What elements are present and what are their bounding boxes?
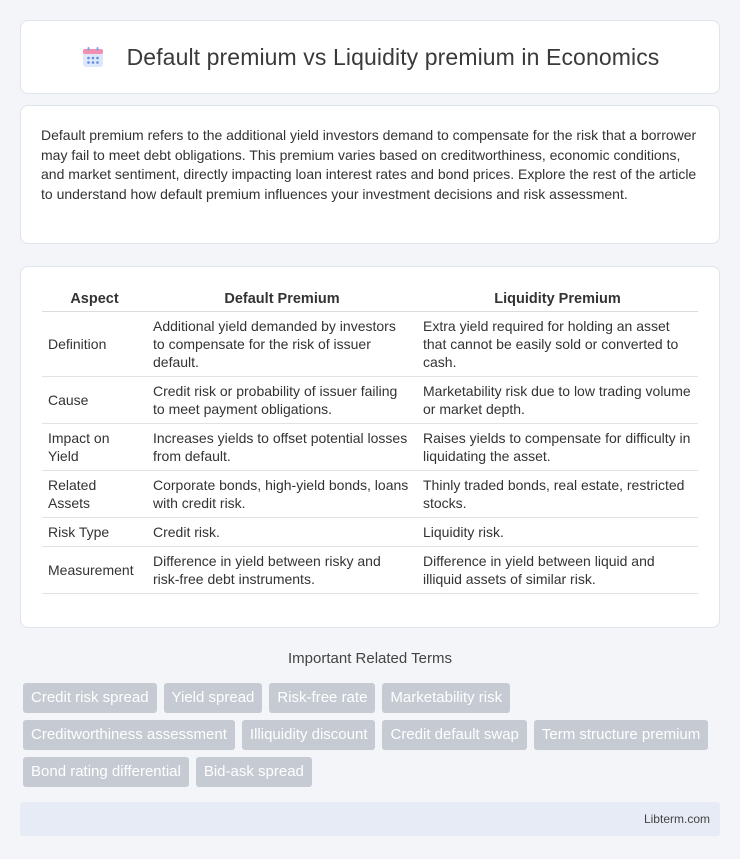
column-header-aspect: Aspect (42, 289, 147, 311)
related-term-tag[interactable]: Creditworthiness assessment (23, 720, 235, 750)
calendar-icon (81, 45, 105, 69)
related-term-tag[interactable]: Yield spread (164, 683, 263, 713)
footer-brand-link[interactable]: Libterm.com (643, 812, 710, 826)
table-cell-default: Additional yield demanded by investors to compensate for the risk of issuer default. (147, 311, 417, 376)
related-terms-title: Important Related Terms (288, 650, 452, 667)
table-cell-default: Corporate bonds, high-yield bonds, loans with credit risk. (147, 470, 417, 517)
table-row (42, 311, 698, 376)
table-row (42, 517, 698, 546)
table-cell-aspect: Risk Type (42, 517, 147, 546)
table-cell-liquidity: Raises yields to compensate for difficulty in liquidating the asset. (417, 423, 698, 470)
related-term-tag[interactable]: Bond rating differential (23, 757, 189, 787)
related-term-tag[interactable]: Credit risk spread (23, 683, 157, 713)
table-cell-liquidity: Thinly traded bonds, real estate, restricted stocks. (417, 470, 698, 517)
related-term-tag[interactable]: Bid-ask spread (196, 757, 312, 787)
table-cell-liquidity: Extra yield required for holding an asset that cannot be easily sold or converted to cash. (417, 311, 698, 376)
table-header-row (42, 289, 698, 311)
table-cell-aspect: Definition (42, 311, 147, 376)
table-cell-default: Credit risk. (147, 517, 417, 546)
related-terms-list (20, 683, 720, 794)
table-cell-liquidity: Liquidity risk. (417, 517, 698, 546)
comparison-table (42, 289, 698, 594)
column-header-liquidity-premium: Liquidity Premium (417, 289, 698, 311)
table-row (42, 470, 698, 517)
table-cell-aspect: Impact on Yield (42, 423, 147, 470)
related-term-tag[interactable]: Marketability risk (382, 683, 510, 713)
related-term-tag[interactable]: Credit default swap (382, 720, 526, 750)
table-cell-aspect: Measurement (42, 546, 147, 593)
page-title: Default premium vs Liquidity premium in Economics (126, 43, 660, 70)
related-term-tag[interactable]: Risk-free rate (269, 683, 375, 713)
intro-paragraph: Default premium refers to the additional yield investors demand to compensate for the risk that a borrower may fail to meet debt obligations. This premium varies based on creditworthiness, economic conditions, and market sentiment, directly impacting loan interest rates and bond prices. Explore the rest of the article to understand how default premium influences your investment decisions and risk assessment. (20, 105, 720, 244)
related-term-tag[interactable]: Illiquidity discount (242, 720, 376, 750)
page-footer (20, 802, 720, 836)
table-cell-liquidity: Marketability risk due to low trading volume or market depth. (417, 376, 698, 423)
table-cell-aspect: Related Assets (42, 470, 147, 517)
table-cell-default: Difference in yield between risky and risk-free debt instruments. (147, 546, 417, 593)
comparison-table-card (20, 266, 720, 628)
table-cell-liquidity: Difference in yield between liquid and illiquid assets of similar risk. (417, 546, 698, 593)
table-cell-default: Increases yields to offset potential losses from default. (147, 423, 417, 470)
table-cell-default: Credit risk or probability of issuer failing to meet payment obligations. (147, 376, 417, 423)
table-row (42, 546, 698, 593)
page-header (20, 20, 720, 94)
table-row (42, 376, 698, 423)
table-cell-aspect: Cause (42, 376, 147, 423)
table-row (42, 423, 698, 470)
column-header-default-premium: Default Premium (147, 289, 417, 311)
related-term-tag[interactable]: Term structure premium (534, 720, 708, 750)
